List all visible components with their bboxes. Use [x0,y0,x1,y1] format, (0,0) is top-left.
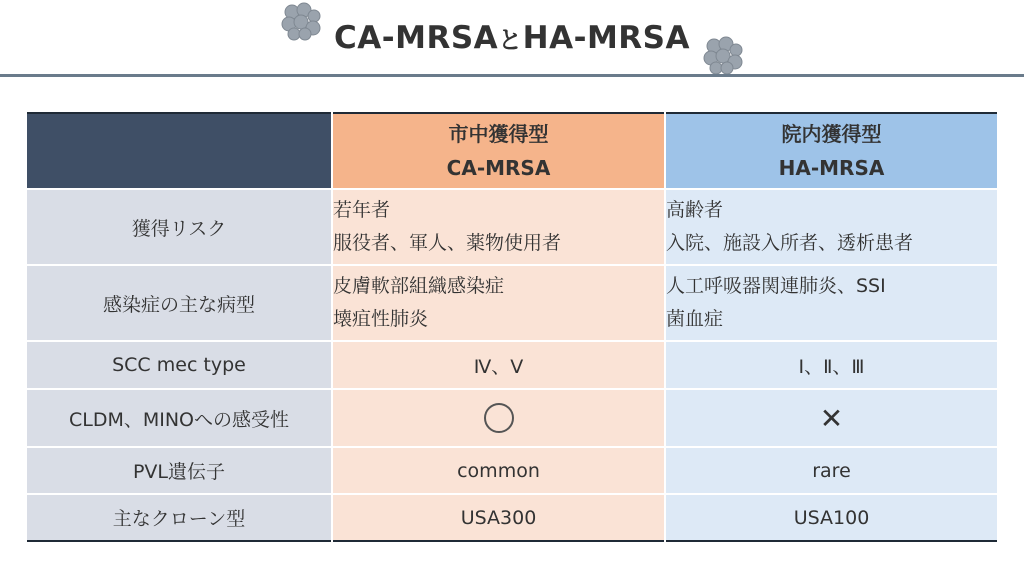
cell-ha: USA100 [665,494,997,541]
circle-icon [484,403,514,433]
row-label: 獲得リスク [27,189,332,265]
title-part-b: HA-MRSA [522,20,690,56]
cell-ca: 若年者 服役者、軍人、薬物使用者 [332,189,665,265]
cell-ha: 高齢者 入院、施設入所者、透析患者 [665,189,997,265]
page-title [0,20,1024,56]
table-row [27,389,997,447]
table-row [27,447,997,494]
cell-ca: Ⅳ、Ⅴ [332,341,665,389]
cell-ha: rare [665,447,997,494]
table-corner-cell [27,113,332,189]
cell-ca: common [332,447,665,494]
title-part-a: CA-MRSA [334,20,499,56]
table-row [27,341,997,389]
row-label: 感染症の主な病型 [27,265,332,341]
cell-ha: 人工呼吸器関連肺炎、SSI 菌血症 [665,265,997,341]
table-row [27,265,997,341]
cell-ca: 皮膚軟部組織感染症 壊疽性肺炎 [332,265,665,341]
title-bar [0,0,1024,76]
bacteria-cluster-icon [702,36,746,78]
title-divider [0,74,1024,77]
cross-icon: ✕ [819,401,844,435]
table-row [27,189,997,265]
cell-ha: Ⅰ、Ⅱ、Ⅲ [665,341,997,389]
row-label: CLDM、MINOへの感受性 [27,389,332,447]
column-header-ha: 院内獲得型 HA-MRSA [665,113,997,189]
comparison-table [27,112,997,542]
table-row [27,494,997,541]
cell-ca: USA300 [332,494,665,541]
row-label: 主なクローン型 [27,494,332,541]
cell-ha [665,389,997,447]
row-label: PVL遺伝子 [27,447,332,494]
cell-ca [332,389,665,447]
row-label: SCC mec type [27,341,332,389]
table-header-row [27,113,997,189]
title-join: と [498,26,523,54]
column-header-ca: 市中獲得型 CA-MRSA [332,113,665,189]
